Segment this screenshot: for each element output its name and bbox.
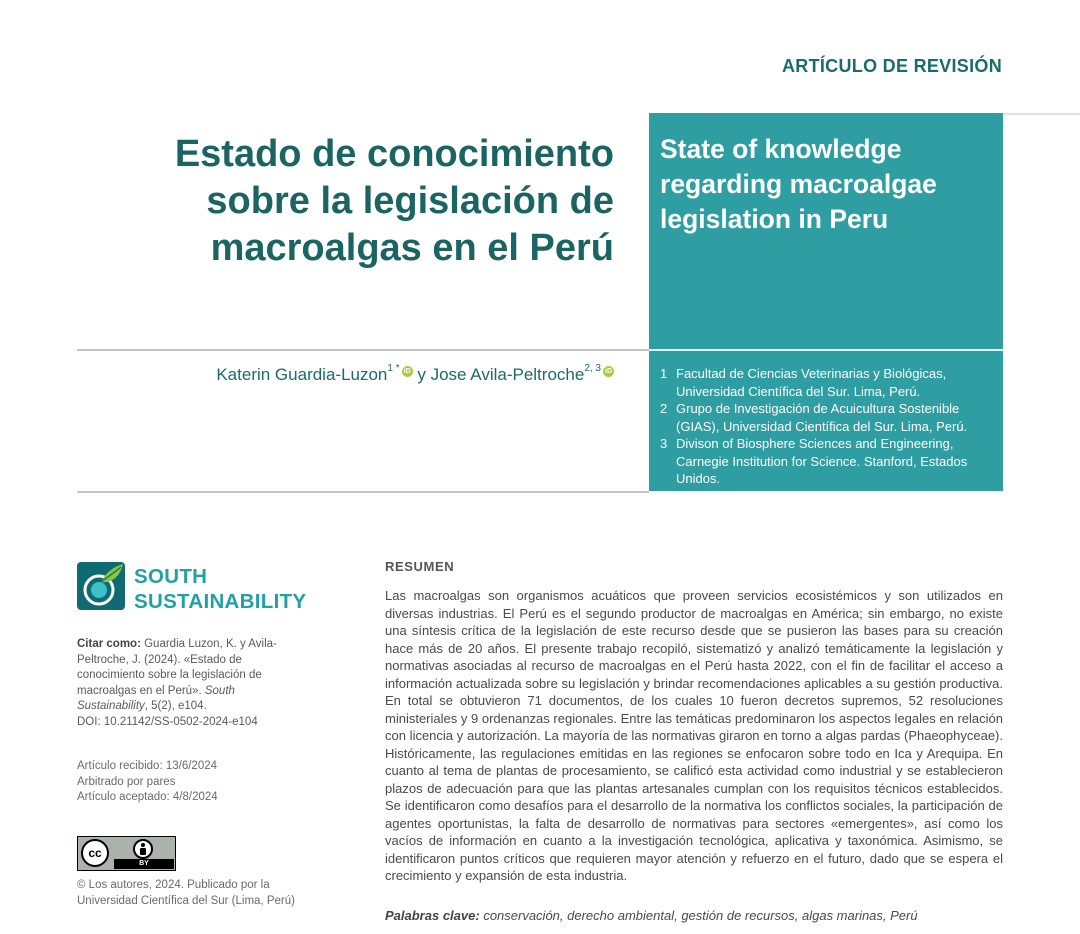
peer-review-note: Arbitrado por pares bbox=[77, 775, 176, 788]
abstract-text: Las macroalgas son organismos acuáticos que proveen servicios ecosistémicos y son utilizados en diversas industrias. El Perú es el segundo productor de macroalgas en América; sin embargo, no existe una síntesis crítica de la legislación de este recurso desde que se pusieron las bases para su creación hace más de 20 años. El presente trabajo recopiló, sistematizó y analizó temáticamente la legislación y normativas asociadas al recurso de macroalgas en el Perú hasta 2022, con el fin de facilitar el acceso a información actualizada sobre su legislación y brindar recomendaciones aplicables a su gestión productiva. En total se obtuvieron 71 documentos, de los cuales 10 fueron decretos supremos, 52 resoluciones ministeriales y 9 ordenanzas regionales. Entre las temáticas predominaron los aspectos legales en relación con licencia y autorización. La mayoría de las normativas giraron en torno a algas pardas (Phaeophyceae). Históricamente, las regulaciones emitidas en las regiones se enfocaron sobre todo en Ica y Arequipa. En cuanto al tema de plantas de procesamiento, se calificó esta actividad como industrial y se establecieron plazos de adecuación para que las plantas artesanales cumplan con los requisitos técnicos establecidos. Se identificaron como desafíos para el desarrollo de la normativa los conflictos sociales, la participación de agentes oportunistas, la falta de desarrollo de normativas para sectores «emergentes», así como los vacíos de información en cuanto a la investigación tecnológica, aplicativa y taxonómica. Asimismo, se identificaron puntos críticos que requieren mayor atención y refuerzo en el futuro, dado que se espera el crecimiento y expansión de esta industria. bbox=[385, 588, 1003, 883]
author-list bbox=[120, 365, 614, 385]
author-name[interactable]: Jose Avila-Peltroche bbox=[430, 365, 585, 384]
section-label: ARTÍCULO DE REVISIÓN bbox=[781, 56, 1002, 76]
english-title-line: legislation in Peru bbox=[660, 204, 889, 234]
citation-block bbox=[77, 637, 307, 730]
english-title bbox=[660, 132, 990, 237]
affiliation-item bbox=[660, 435, 995, 488]
cc-by-license-badge[interactable] bbox=[77, 836, 176, 871]
spanish-title bbox=[120, 131, 614, 272]
affiliation-item bbox=[660, 400, 995, 435]
citation-volume: , 5(2), e104. bbox=[144, 700, 207, 712]
keywords-label: Palabras clave: bbox=[385, 908, 480, 923]
affiliation-marker: 2, 3 bbox=[584, 363, 601, 374]
affiliation-number: 1 bbox=[660, 366, 668, 381]
citation-label: Citar como: bbox=[77, 638, 141, 650]
date-received: Artículo recibido: 13/6/2024 bbox=[77, 760, 218, 772]
affiliation-text: Facultad de Ciencias Veterinarias y Biológicas, Universidad Científica del Sur. Lima, Perú. bbox=[676, 366, 947, 399]
orcid-icon[interactable]: iD bbox=[605, 368, 612, 375]
affiliation-number: 3 bbox=[660, 436, 668, 451]
citation-journal: South Sustainability bbox=[77, 684, 235, 712]
affiliation-number: 2 bbox=[660, 401, 668, 416]
leaf-globe-icon[interactable] bbox=[77, 562, 125, 610]
divider-bottom bbox=[77, 491, 649, 493]
orcid-icon[interactable]: iD bbox=[403, 368, 411, 375]
cc-by-label: BY bbox=[114, 859, 174, 869]
affiliation-text: Grupo de Investigación de Acuicultura Sostenible (GIAS), Universidad Científica del Sur. Lima, Perú. bbox=[676, 401, 968, 434]
panel-divider bbox=[649, 349, 1003, 351]
spanish-title-line: Estado de conocimiento bbox=[174, 133, 614, 175]
attribution-icon bbox=[133, 839, 153, 859]
date-accepted: Artículo aceptado: 4/8/2024 bbox=[77, 791, 218, 803]
journal-name[interactable] bbox=[134, 564, 306, 614]
journal-name-line: SUSTAINABILITY bbox=[134, 590, 307, 613]
article-dates bbox=[77, 759, 307, 806]
keywords bbox=[385, 907, 1003, 924]
citation-text: Guardia Luzon, K. y Avila-Peltroche, J. (2024). «Estado de conocimiento sobre la legislación de macroalgas en el Perú». bbox=[77, 638, 277, 697]
english-title-line: regarding macroalgae bbox=[660, 169, 937, 199]
affiliation-item bbox=[660, 365, 995, 400]
cc-icon: cc bbox=[81, 839, 109, 867]
spanish-title-line: macroalgas en el Perú bbox=[210, 227, 614, 269]
journal-name-line: SOUTH bbox=[134, 565, 208, 588]
author-name[interactable]: Katerin Guardia-Luzon bbox=[216, 365, 388, 384]
copyright-notice: © Los autores, 2024. Publicado por la Universidad Científica del Sur (Lima, Perú) bbox=[77, 879, 295, 907]
header-rule bbox=[1002, 113, 1080, 115]
affiliation-text: Divison of Biosphere Sciences and Engineering, Carnegie Institution for Science. Stanford, Estados Unidos. bbox=[676, 436, 968, 486]
citation-doi[interactable]: DOI: 10.21142/SS-0502-2024-e104 bbox=[77, 715, 258, 728]
affiliation-marker: 1 * bbox=[387, 363, 400, 374]
abstract-heading: RESUMEN bbox=[385, 559, 455, 574]
divider-top bbox=[77, 349, 649, 351]
keywords-list: conservación, derecho ambiental, gestión de recursos, algas marinas, Perú bbox=[483, 908, 918, 923]
author-connector: y bbox=[417, 365, 426, 384]
spanish-title-line: sobre la legislación de bbox=[206, 180, 614, 222]
affiliations-list bbox=[660, 365, 995, 488]
english-title-line: State of knowledge bbox=[660, 134, 902, 164]
